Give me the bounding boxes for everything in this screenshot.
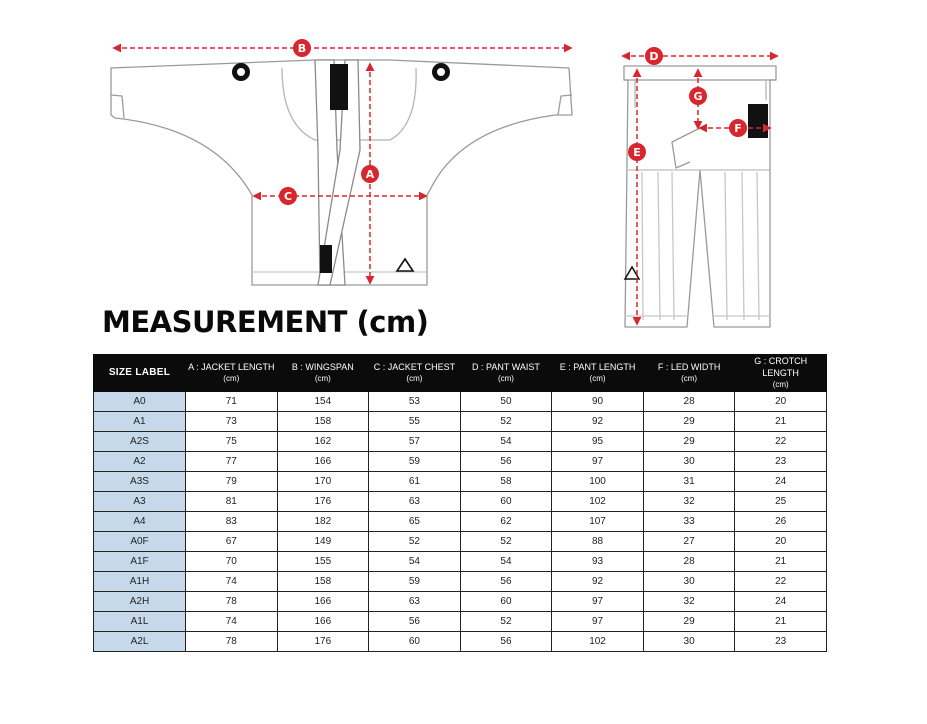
- measurement-cell: 60: [369, 632, 461, 652]
- measurement-cell: 176: [277, 632, 369, 652]
- column-header-unit: (cm): [772, 380, 789, 389]
- dimension-g-badge: [689, 87, 707, 105]
- jacket-drawing: [111, 60, 572, 285]
- column-header-unit: (cm): [497, 374, 514, 383]
- column-header: [460, 355, 552, 392]
- measurement-cell: 62: [460, 512, 552, 532]
- measurement-cell: 58: [460, 472, 552, 492]
- measurement-cell: 81: [186, 492, 278, 512]
- table-row: [94, 532, 827, 552]
- collar-tag: [330, 64, 348, 110]
- measurement-cell: 63: [369, 592, 461, 612]
- measurement-cell: 56: [460, 572, 552, 592]
- size-label-cell: A2L: [94, 632, 186, 652]
- measurement-cell: 30: [643, 572, 735, 592]
- measurement-cell: 90: [552, 392, 644, 412]
- column-header-unit: (cm): [314, 374, 331, 383]
- jacket-logo-left: [232, 63, 250, 81]
- measurement-cell: 83: [186, 512, 278, 532]
- measurement-cell: 52: [460, 532, 552, 552]
- size-label-cell: A1L: [94, 612, 186, 632]
- dimension-b-badge: [293, 39, 311, 57]
- measurement-cell: 78: [186, 592, 278, 612]
- size-label-cell: A1: [94, 412, 186, 432]
- size-label-cell: A0: [94, 392, 186, 412]
- measurement-cell: 27: [643, 532, 735, 552]
- table-row: [94, 472, 827, 492]
- table-row: [94, 632, 827, 652]
- measurement-cell: 52: [369, 532, 461, 552]
- column-header-name: F : LED WIDTH: [657, 362, 721, 372]
- measurement-cell: 52: [460, 612, 552, 632]
- measurement-cell: 54: [369, 552, 461, 572]
- measurement-cell: 74: [186, 572, 278, 592]
- measurement-cell: 22: [735, 432, 827, 452]
- measurement-cell: 24: [735, 472, 827, 492]
- measurement-cell: 54: [460, 552, 552, 572]
- table-row: [94, 572, 827, 592]
- measurement-cell: 75: [186, 432, 278, 452]
- dimension-e-badge: [628, 143, 646, 161]
- measurement-cell: 29: [643, 432, 735, 452]
- measurement-cell: 29: [643, 412, 735, 432]
- column-header-unit: (cm): [681, 374, 698, 383]
- column-header-name: B : WINGSPAN: [291, 362, 354, 372]
- measurement-cell: 55: [369, 412, 461, 432]
- measurement-cell: 73: [186, 412, 278, 432]
- measurement-cell: 79: [186, 472, 278, 492]
- table-body: [94, 392, 827, 652]
- measurement-cell: 54: [460, 432, 552, 452]
- measurement-cell: 61: [369, 472, 461, 492]
- measurement-cell: 158: [277, 572, 369, 592]
- measurement-cell: 57: [369, 432, 461, 452]
- measurement-cell: 56: [460, 452, 552, 472]
- measurement-cell: 56: [369, 612, 461, 632]
- measurement-cell: 24: [735, 592, 827, 612]
- dimension-f-label: F: [734, 122, 742, 135]
- table-row: [94, 412, 827, 432]
- table-header-row: [94, 355, 827, 392]
- column-header-unit: (cm): [223, 374, 240, 383]
- measurement-cell: 77: [186, 452, 278, 472]
- measurement-cell: 176: [277, 492, 369, 512]
- size-label-cell: A3: [94, 492, 186, 512]
- measurement-cell: 102: [552, 492, 644, 512]
- measurement-cell: 162: [277, 432, 369, 452]
- measurement-cell: 71: [186, 392, 278, 412]
- measurement-cell: 30: [643, 632, 735, 652]
- dimension-d-label: D: [649, 50, 659, 63]
- table-row: [94, 492, 827, 512]
- column-header-unit: (cm): [589, 374, 606, 383]
- measurement-cell: 56: [460, 632, 552, 652]
- measurement-cell: 60: [460, 592, 552, 612]
- measurement-cell: 70: [186, 552, 278, 572]
- measurement-cell: 29: [643, 612, 735, 632]
- size-chart-table: [93, 354, 827, 652]
- measurement-cell: 166: [277, 612, 369, 632]
- measurement-cell: 23: [735, 452, 827, 472]
- garment-diagrams: [0, 0, 927, 340]
- column-header-name: SIZE LABEL: [108, 367, 171, 378]
- measurement-cell: 166: [277, 592, 369, 612]
- column-header: [277, 355, 369, 392]
- dimension-c-label: C: [283, 190, 293, 203]
- column-header-unit: (cm): [406, 374, 423, 383]
- measurement-cell: 28: [643, 552, 735, 572]
- measurement-cell: 92: [552, 572, 644, 592]
- size-label-cell: A1H: [94, 572, 186, 592]
- measurement-cell: 32: [643, 492, 735, 512]
- measurement-cell: 154: [277, 392, 369, 412]
- dimension-g-label: G: [693, 90, 703, 103]
- measurement-cell: 25: [735, 492, 827, 512]
- column-header-name: E : PANT LENGTH: [559, 362, 636, 372]
- measurement-cell: 74: [186, 612, 278, 632]
- dimension-b-label: B: [297, 42, 307, 55]
- column-header-name: C : JACKET CHEST: [373, 362, 456, 372]
- measurement-cell: 59: [369, 452, 461, 472]
- measurement-cell: 31: [643, 472, 735, 492]
- dimension-a-badge: [361, 165, 379, 183]
- measurement-cell: 88: [552, 532, 644, 552]
- measurement-cell: 23: [735, 632, 827, 652]
- measurement-cell: 50: [460, 392, 552, 412]
- column-header: [94, 355, 186, 392]
- table-row: [94, 512, 827, 532]
- measurement-cell: 20: [735, 392, 827, 412]
- pants-drawing: [624, 66, 776, 327]
- measurement-cell: 93: [552, 552, 644, 572]
- measurement-cell: 60: [460, 492, 552, 512]
- measurement-cell: 155: [277, 552, 369, 572]
- measurement-cell: 182: [277, 512, 369, 532]
- dimension-f-badge: [729, 119, 747, 137]
- measurement-cell: 52: [460, 412, 552, 432]
- measurement-cell: 102: [552, 632, 644, 652]
- measurement-cell: 170: [277, 472, 369, 492]
- measurement-cell: 107: [552, 512, 644, 532]
- pants-tag: [748, 104, 768, 138]
- table-row: [94, 552, 827, 572]
- size-label-cell: A0F: [94, 532, 186, 552]
- measurement-cell: 22: [735, 572, 827, 592]
- table-row: [94, 612, 827, 632]
- column-header: [186, 355, 278, 392]
- table-row: [94, 452, 827, 472]
- dimension-a-label: A: [365, 168, 375, 181]
- measurement-cell: 149: [277, 532, 369, 552]
- column-header: [552, 355, 644, 392]
- column-header-name: G : CROTCH LENGTH: [754, 356, 808, 378]
- measurement-cell: 63: [369, 492, 461, 512]
- measurement-cell: 100: [552, 472, 644, 492]
- jacket-logo-right: [432, 63, 450, 81]
- size-label-cell: A3S: [94, 472, 186, 492]
- measurement-cell: 78: [186, 632, 278, 652]
- measurement-cell: 30: [643, 452, 735, 472]
- lapel-tag: [320, 245, 332, 273]
- column-header-name: D : PANT WAIST: [472, 362, 540, 372]
- measurement-cell: 26: [735, 512, 827, 532]
- measurement-cell: 21: [735, 412, 827, 432]
- measurement-cell: 97: [552, 612, 644, 632]
- measurement-cell: 97: [552, 592, 644, 612]
- column-header: [643, 355, 735, 392]
- measurement-cell: 97: [552, 452, 644, 472]
- measurement-cell: 65: [369, 512, 461, 532]
- measurement-cell: 158: [277, 412, 369, 432]
- measurement-cell: 21: [735, 552, 827, 572]
- size-label-cell: A1F: [94, 552, 186, 572]
- size-label-cell: A2: [94, 452, 186, 472]
- size-label-cell: A4: [94, 512, 186, 532]
- page-title: MEASUREMENT (cm): [102, 305, 429, 339]
- table-row: [94, 392, 827, 412]
- table-row: [94, 592, 827, 612]
- measurement-cell: 20: [735, 532, 827, 552]
- measurement-cell: 28: [643, 392, 735, 412]
- dimension-e-label: E: [633, 146, 641, 159]
- measurement-cell: 33: [643, 512, 735, 532]
- measurement-cell: 32: [643, 592, 735, 612]
- measurement-cell: 21: [735, 612, 827, 632]
- measurement-cell: 92: [552, 412, 644, 432]
- measurement-cell: 95: [552, 432, 644, 452]
- dimension-c-badge: [279, 187, 297, 205]
- column-header: [369, 355, 461, 392]
- measurement-cell: 67: [186, 532, 278, 552]
- column-header: [735, 355, 827, 392]
- size-label-cell: A2S: [94, 432, 186, 452]
- dimension-d-badge: [645, 47, 663, 65]
- size-label-cell: A2H: [94, 592, 186, 612]
- measurement-cell: 166: [277, 452, 369, 472]
- measurement-cell: 53: [369, 392, 461, 412]
- column-header-name: A : JACKET LENGTH: [188, 362, 275, 372]
- measurement-cell: 59: [369, 572, 461, 592]
- table-row: [94, 432, 827, 452]
